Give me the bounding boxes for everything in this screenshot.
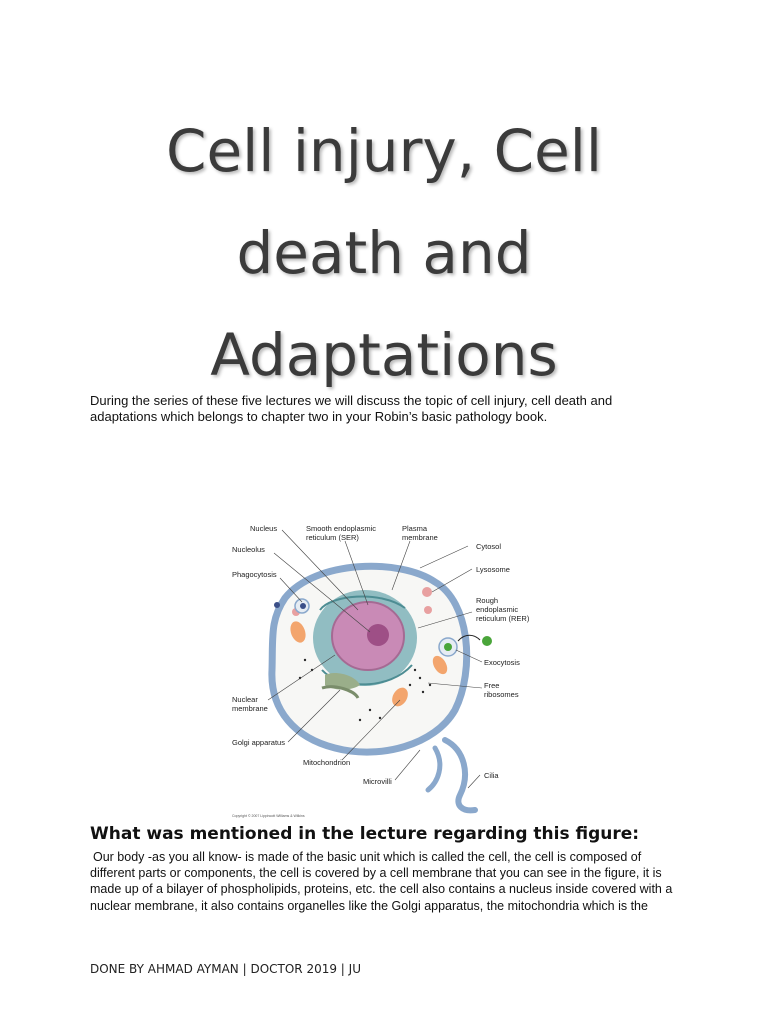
label-microvilli: Microvilli <box>363 777 392 786</box>
section-heading: What was mentioned in the lecture regarding this figure: <box>90 824 640 844</box>
label-rer-line3: reticulum (RER) <box>476 614 530 623</box>
section-body: Our body -as you all know- is made of the basic unit which is called the cell, the cell is composed of different parts or components, the cell is covered by a cell membrane that you can see in the figure, it is made up of a bilayer of phospholipids, proteins, etc. the cell also contains a nucleus inside covered with a nuclear membrane, it also contains organelles like the Golgi apparatus, the mitochondria which is the <box>90 850 673 913</box>
title-line-2: death and <box>236 219 532 287</box>
figure-copyright: Copyright © 2007 Lippincott Williams & Wilkins <box>232 814 305 818</box>
cilia-shape <box>445 740 475 810</box>
label-cilia: Cilia <box>484 771 499 780</box>
title-line-3: Adaptations <box>210 321 558 389</box>
label-nuclear-line2: membrane <box>232 704 268 713</box>
nucleolus-shape <box>367 624 389 646</box>
label-golgi: Golgi apparatus <box>232 738 285 747</box>
label-rer-line2: endoplasmic <box>476 605 519 614</box>
lysosome-shape <box>424 606 432 614</box>
label-mitochondrion: Mitochondrion <box>303 758 351 767</box>
label-rer-line1: Rough <box>476 596 499 605</box>
page-footer: DONE BY AHMAD AYMAN | DOCTOR 2019 | JU <box>90 962 361 976</box>
secretion-shape <box>482 636 492 646</box>
label-nucleolus: Nucleolus <box>232 545 265 554</box>
title-line-1: Cell injury, Cell <box>165 117 603 185</box>
label-lysosome: Lysosome <box>476 565 510 574</box>
label-plasma-line1: Plasma <box>402 524 428 533</box>
label-free-line2: ribosomes <box>484 690 519 699</box>
label-phagocytosis: Phagocytosis <box>232 570 277 579</box>
intro-paragraph: During the series of these five lectures we will discuss the topic of cell injury, cell death and adaptations which belongs to chapter two in your Robin’s basic pathology book. <box>90 393 613 424</box>
particle-shape <box>274 602 280 608</box>
document-title <box>90 100 678 406</box>
label-nuclear-line1: Nuclear <box>232 695 258 704</box>
label-nucleus: Nucleus <box>250 524 278 533</box>
label-free-line1: Free <box>484 681 500 690</box>
label-ser-line2: reticulum (SER) <box>306 533 359 542</box>
secretion-shape <box>444 643 452 651</box>
particle-shape <box>300 603 306 609</box>
cell-diagram-figure <box>230 520 540 820</box>
label-plasma-line2: membrane <box>402 533 438 542</box>
label-cytosol: Cytosol <box>476 542 502 551</box>
lysosome-shape <box>422 587 432 597</box>
cilia-shape <box>428 748 440 790</box>
cell-diagram <box>230 520 540 820</box>
label-exocytosis: Exocytosis <box>484 658 520 667</box>
label-ser-line1: Smooth endoplasmic <box>306 524 377 533</box>
